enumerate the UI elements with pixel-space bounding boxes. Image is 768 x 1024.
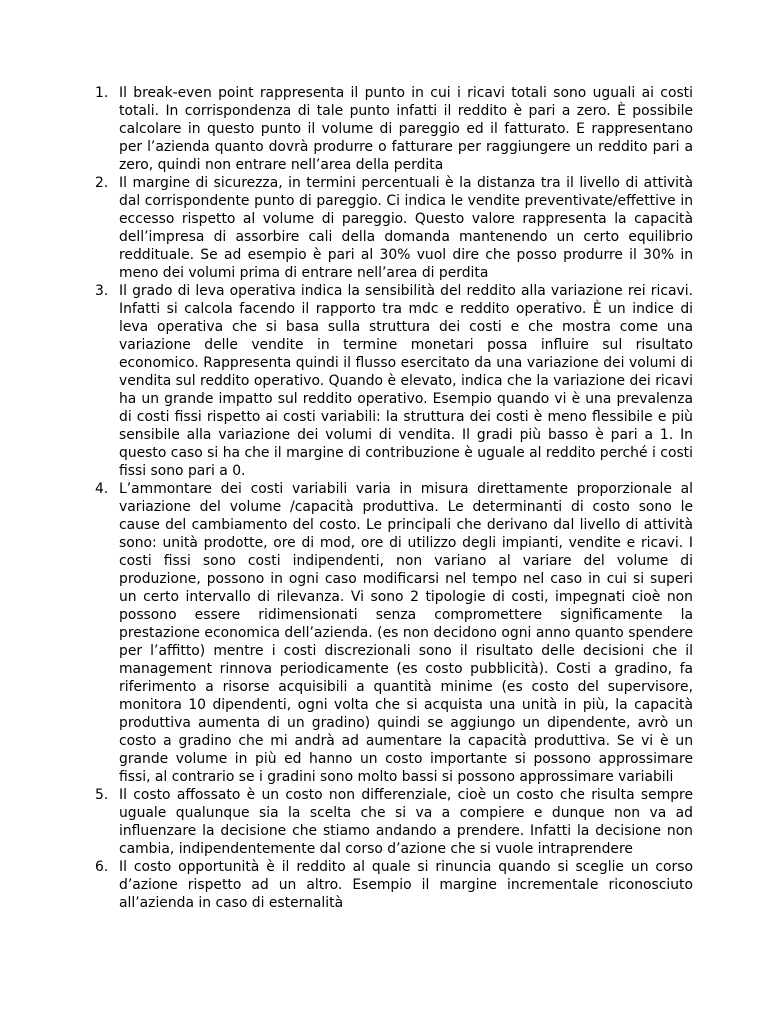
list-item-number: 2. xyxy=(95,175,109,191)
list-item-number: 1. xyxy=(95,85,109,101)
list-item-text: Il break-even point rappresenta il punto in cui i ricavi totali sono uguali ai costi totali. In corrispondenza di tale punto infatti il reddito è pari a zero. È possibile calcolare in questo punto il volume di pareggio ed il fatturato. E rappresentano per l’azienda quanto dovrà produrre o fatturare per raggiungere un reddito pari a zero, quindi non entrare nell’area della perdita xyxy=(119,85,693,173)
list-item-text: Il costo affossato è un costo non differenziale, cioè un costo che risulta sempre uguale qualunque sia la scelta che si va a compiere e dunque non va ad influenzare la decisione che stiamo andando a prendere. Infatti la decisione non cambia, indipendentemente dal corso d’azione che si vuole intraprendere xyxy=(119,787,693,857)
list-item-text: Il margine di sicurezza, in termini percentuali è la distanza tra il livello di attività dal corrispondente punto di pareggio. Ci indica le vendite preventivate/effettive in eccesso rispetto al volume di pareggio. Questo valore rappresenta la capacità dell’impresa di assorbire cali della domanda mantenendo un certo equilibrio reddituale. Se ad esempio è pari al 30% vuol dire che posso produrre il 30% in meno dei volumi prima di entrare nell’area di perdita xyxy=(119,175,693,281)
list-item xyxy=(95,858,693,912)
list-item-text: L’ammontare dei costi variabili varia in misura direttamente proporzionale al variazione del volume /capacità produttiva. Le determinanti di costo sono le cause del cambiamento del costo. Le principali che derivano dal livello di attività sono: unità prodotte, ore di mod, ore di utilizzo degli impianti, vendite e ricavi. I costi fissi sono costi indipendenti, non variano al variare del volume di produzione, possono in ogni caso modificarsi nel tempo nel caso in cui si superi un certo intervallo di rilevanza. Vi sono 2 tipologie di costi, impegnati cioè non possono essere ridimensionati senza compromettere significamente la prestazione economica dell’azienda. (es non decidono ogni anno quanto spendere per l’affitto) mentre i costi discrezionali sono il risultato delle decisioni che il management rinnova periodicamente (es costo pubblicità). Costi a gradino, fa riferimento a risorse acquisibili a quantità minime (es costo del supervisore, monitora 10 dipendenti, ogni volta che si acquista una unità in più, la capacità produttiva aumenta di un gradino) quindi se aggiungo un dipendente, avrò un costo a gradino che mi andrà ad aumentare la capacità produttiva. Se vi è un grande volume in più ed hanno un costo importante si possono approssimare fissi, al contrario se i gradini sono molto bassi si possono approssimare variabili xyxy=(119,481,693,785)
list-item xyxy=(95,174,693,282)
list-item xyxy=(95,84,693,174)
list-item xyxy=(95,786,693,858)
list-item-number: 6. xyxy=(95,859,109,875)
list-item xyxy=(95,480,693,786)
list-item-text: Il costo opportunità è il reddito al quale si rinuncia quando si sceglie un corso d’azione rispetto ad un altro. Esempio il margine incrementale riconosciuto all’azienda in caso di esternalità xyxy=(119,859,693,911)
list-item-number: 4. xyxy=(95,481,109,497)
list-item xyxy=(95,282,693,480)
numbered-list xyxy=(95,84,693,912)
list-item-number: 3. xyxy=(95,283,109,299)
list-item-number: 5. xyxy=(95,787,109,803)
list-item-text: Il grado di leva operativa indica la sensibilità del reddito alla variazione rei ricavi. Infatti si calcola facendo il rapporto tra mdc e reddito operativo. È un indice di leva operativa che si basa sulla struttura dei costi e che mostra come una variazione delle vendite in termine monetari possa influire sul risultato economico. Rappresenta quindi il flusso esercitato da una variazione dei volumi di vendita sul reddito operativo. Quando è elevato, indica che la variazione dei ricavi ha un grande impatto sul reddito operativo. Esempio quando vi è una prevalenza di costi fissi rispetto ai costi variabili: la struttura dei costi è meno flessibile e più sensibile alla variazione dei volumi di vendita. Il gradi più basso è pari a 1. In questo caso si ha che il margine di contribuzione è uguale al reddito perché i costi fissi sono pari a 0. xyxy=(119,283,693,479)
